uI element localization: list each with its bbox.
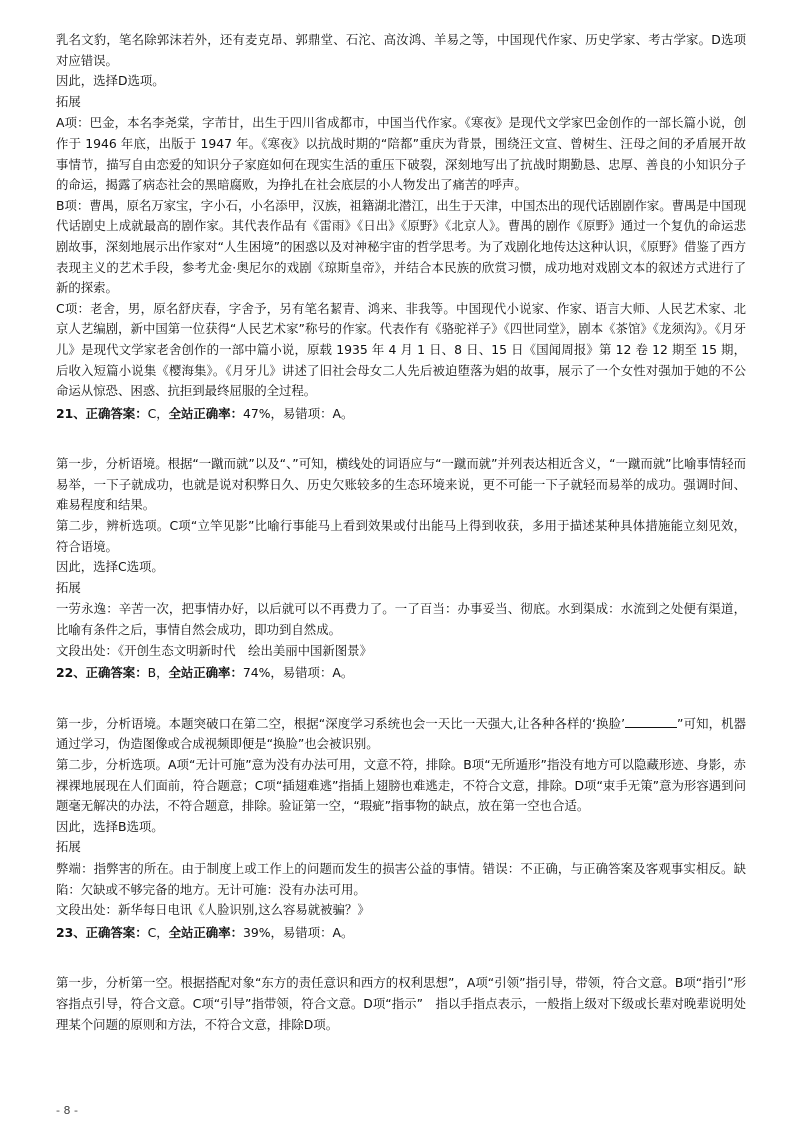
paragraph: 乳名文豹，笔名除郭沫若外，还有麦克昂、郭鼎堂、石沱、高汝鸿、羊易之等，中国现代作家、历史学家、考古学家。D选项对应错误。 [56, 32, 746, 68]
paragraph: 第二步，辨析选项。C项“立竿见影”比喻行事能马上看到效果或付出能马上得到收获，多用于描述某种具体措施能立刻见效，符合语境。 [56, 518, 746, 554]
paragraph: 第一步，分析语境。根据“一蹴而就”以及“、”可知，横线处的词语应与“一蹴而就”并列表达相近含义，“一蹴而就”比喻事情轻而易举，一下子就成功，也就是说对积弊日久、历史欠账较多的生态环境来说，更不可能一下子就轻而易举的成功。强调时间、难易程度和结果。 [56, 456, 746, 513]
question-number: 22、 [56, 665, 86, 681]
paragraph: 弊端：指弊害的所在。由于制度上或工作上的问题而发生的损害公益的事情。错误：不正确，与正确答案及客观事实相反。缺陷：欠缺或不够完备的地方。无计可施：没有办法可用。 [56, 860, 746, 897]
rate-value: 39%，易错项：A。 [242, 924, 354, 940]
answer-line-23 [56, 923, 746, 944]
answer-value: B， [147, 665, 169, 681]
section-label-expand: 拓展 [56, 839, 81, 855]
answer-label: 正确答案： [85, 665, 148, 681]
rate-label: 全站正确率： [168, 665, 243, 681]
section-label-expand: 拓展 [56, 93, 81, 109]
source-line: 文段出处：新华每日电讯《人脸识别,这么容易就被骗？》 [56, 902, 370, 918]
source-line: 文段出处：《开创生态文明新时代 绘出美丽中国新图景》 [56, 642, 372, 658]
answer-line-21 [56, 404, 746, 425]
rate-value: 74%，易错项：A。 [242, 665, 354, 681]
paragraph: 因此，选择D选项。 [56, 73, 165, 89]
answer-value: C， [147, 405, 169, 421]
document-page [56, 30, 746, 1035]
question-number: 23、 [56, 924, 86, 940]
paragraph: 因此，选择C选项。 [56, 559, 164, 575]
paragraph: 第二步，分析选项。A项“无计可施”意为没有办法可用，文意不符，排除。B项“无所遁形”指没有地方可以隐藏形迹、身影，赤裸裸地展现在人们面前，符合题意；C项“插翅难逃”指插上翅膀也难逃走，不符合文意，排除。D项“束手无策”意为形容遇到问题毫无解决的办法，不符合题意，排除。验证第一空，“瑕疵”指事物的缺点，放在第一空也合适。 [56, 757, 746, 814]
fill-blank [625, 715, 677, 728]
rate-value: 47%，易错项：A。 [242, 405, 354, 421]
text-segment: 第一步，分析语境。本题突破口在第二空，根据“深度学习系统也会一天比一天强大,让各种各样的‘换脸’ [56, 715, 626, 731]
paragraph: 一劳永逸：辛苦一次，把事情办好，以后就可以不再费力了。一了百当：办事妥当、彻底。水到渠成：水流到之处便有渠道，比喻有条件之后，事情自然会成功，即功到自然成。 [56, 601, 746, 638]
paragraph-option-c: C项：老舍，男，原名舒庆春，字舍予，另有笔名絜青、鸿来、非我等。中国现代小说家、作家、语言大师、人民艺术家、北京人艺编剧，新中国第一位获得“人民艺术家”称号的作家。代表作有《骆驼祥子》《四世同堂》，剧本《茶馆》《龙须沟》。《月牙儿》是现代文学家老舍创作的一部中篇小说，原载 1935 年 4 月 1 日、8 日、15 日《国闻周报》第 12 卷 12 期至 15 期，后收入短篇小说集《樱海集》。《月牙儿》讲述了旧社会母女二人先后被迫堕落为娼的故事，展示了一个女性对强加于她的不公命运从惊恐、困惑、抗拒到最终屈服的全过程。 [56, 300, 746, 399]
answer-label: 正确答案： [85, 405, 148, 421]
answer-line-22 [56, 663, 746, 684]
rate-label: 全站正确率： [168, 924, 243, 940]
page-number: - 8 - [56, 1104, 78, 1117]
paragraph [56, 714, 746, 755]
paragraph-option-a: A项：巴金，本名李尧棠，字芾甘，出生于四川省成都市，中国当代作家。《寒夜》是现代文学家巴金创作的一部长篇小说，创作于 1946 年底，出版于 1947 年。《寒夜》以抗战时期的“陪都”重庆为背景，围绕汪文宣、曾树生、汪母之间的矛盾展开故事情节，描写自由恋爱的知识分子家庭如何在现实生活的重压下破裂，深刻地写出了抗战时期勤恳、忠厚、善良的小知识分子的命运，揭露了病态社会的黑暗腐败，为挣扎在社会底层的小人物发出了痛苦的呼声。 [56, 115, 746, 193]
rate-label: 全站正确率： [168, 405, 243, 421]
paragraph-option-b: B项：曹禺，原名万家宝，字小石，小名添甲，汉族，祖籍湖北潜江，出生于天津，中国杰出的现代话剧剧作家。曹禺是中国现代话剧史上成就最高的剧作家。其代表作品有《雷雨》《日出》《原野》《北京人》。曹禺的剧作《原野》通过一个复仇的命运悲剧故事，深刻地展示出作家对“人生困境”的困惑以及对神秘宇宙的哲学思考。为了戏剧化地传达这种认识，《原野》借鉴了西方表现主义的艺术手段，参考尤金·奥尼尔的戏剧《琼斯皇帝》，并结合本民族的欣赏习惯，成功地对戏剧文本的叙述方式进行了新的探索。 [56, 197, 746, 296]
answer-value: C， [147, 924, 169, 940]
paragraph: 因此，选择B选项。 [56, 818, 164, 834]
question-number: 21、 [56, 405, 86, 421]
answer-label: 正确答案： [85, 924, 148, 940]
paragraph: 第一步，分析第一空。根据搭配对象“东方的责任意识和西方的权利思想”，A项“引领”指引导，带领，符合文意。B项“指引”形容指点引导，符合文意。C项“引导”指带领，符合文意。D项“指示” 指以手指点表示，一般指上级对下级或长辈对晚辈说明处理某个问题的原则和方法，不符合文意，排除D项。 [56, 975, 746, 1032]
section-label-expand: 拓展 [56, 579, 81, 595]
text-segment: ”可知，机器通过学习，伪造图像或合成视频即便是“换脸”也会被识别。 [56, 715, 747, 752]
